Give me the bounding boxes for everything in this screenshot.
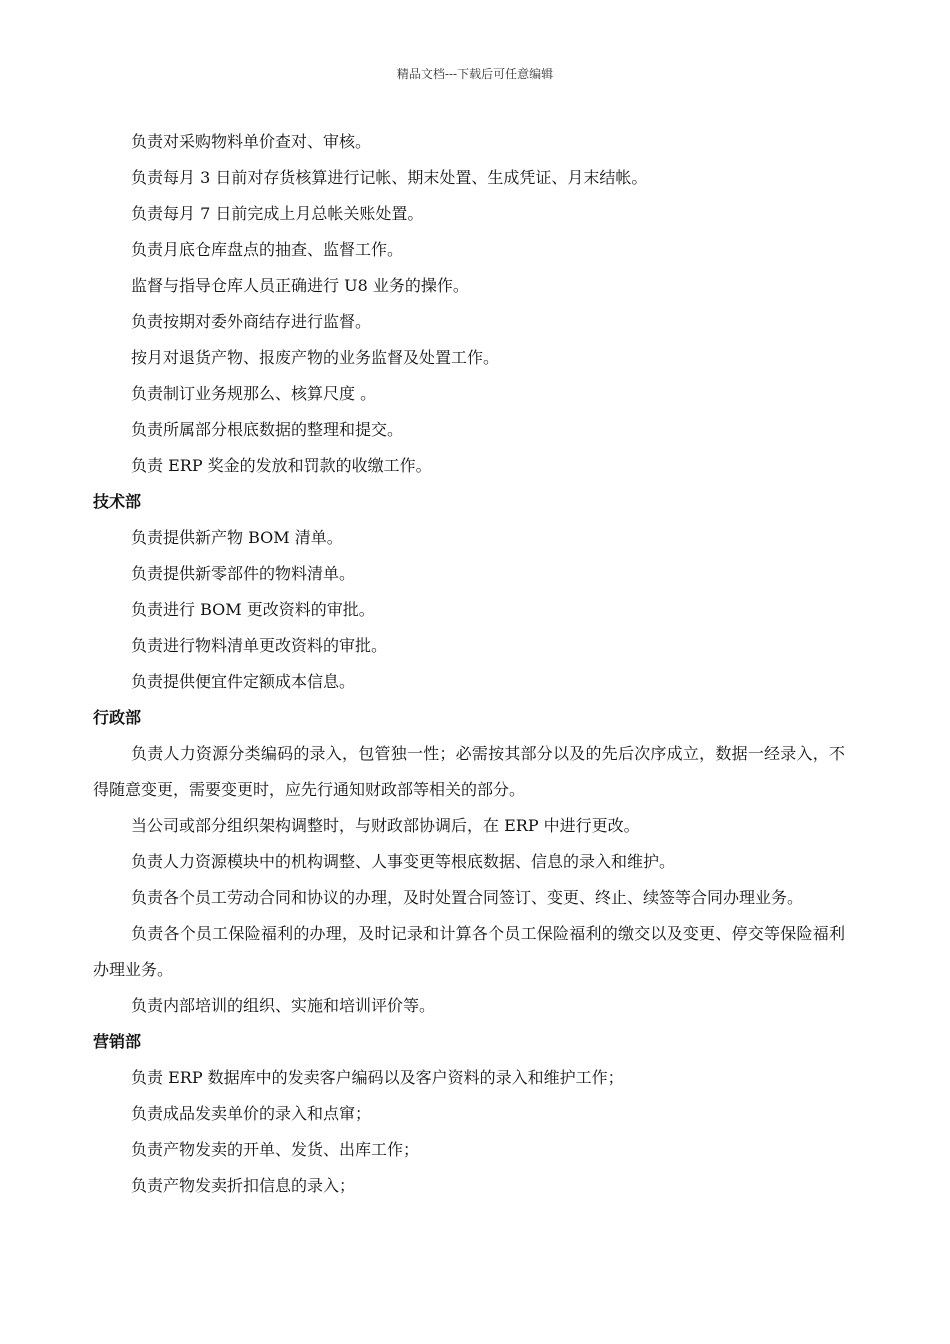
list-item: 负责产物发卖的开单、发货、出库工作；	[131, 1140, 420, 1159]
list-item: 按月对退货产物、报废产物的业务监督及处置工作。	[131, 348, 500, 367]
section-heading-admin-dept: 行政部	[93, 708, 142, 727]
list-item: 负责进行物料清单更改资料的审批。	[131, 636, 388, 655]
list-item: 负责提供新产物 BOM 清单。	[131, 528, 343, 547]
list-item: 负责各个员工劳动合同和协议的办理，及时处置合同签订、变更、终止、续签等合同办理业务。	[131, 888, 804, 907]
list-item: 负责成品发卖单价的录入和点窜；	[131, 1104, 372, 1123]
page-header: 精品文档---下载后可任意编辑	[396, 67, 554, 81]
list-item: 负责按期对委外商结存进行监督。	[131, 312, 372, 331]
list-item: 负责人力资源模块中的机构调整、人事变更等根底数据、信息的录入和维护。	[131, 852, 676, 871]
list-item: 负责每月 7 日前完成上月总帐关账处置。	[131, 204, 424, 223]
section-admin-dept	[93, 700, 845, 1024]
document-body	[93, 124, 845, 1204]
section-tech-dept	[93, 484, 845, 700]
section-heading-sales-dept: 营销部	[93, 1032, 142, 1051]
section-heading-tech-dept: 技术部	[93, 492, 142, 511]
list-item: 负责对采购物料单价查对、审核。	[131, 132, 372, 151]
list-item: 负责提供新零部件的物料清单。	[131, 564, 356, 583]
list-item: 当公司或部分组织架构调整时，与财政部协调后，在 ERP 中进行更改。	[131, 816, 640, 835]
list-item: 负责 ERP 奖金的发放和罚款的收缴工作。	[131, 456, 432, 475]
list-item: 负责制订业务规那么、核算尺度 。	[131, 384, 377, 403]
list-item: 负责产物发卖折扣信息的录入；	[131, 1176, 356, 1195]
section-sales-dept	[93, 1024, 845, 1204]
list-item: 负责每月 3 日前对存货核算进行记帐、期末处置、生成凭证、月末结帐。	[131, 168, 648, 187]
list-item: 负责人力资源分类编码的录入，包管独一性；必需按其部分以及的先后次序成立，数据一经录入，不得随意变更，需要变更时，应先行通知财政部等相关的部分。	[93, 744, 845, 799]
list-item: 负责各个员工保险福利的办理，及时记录和计算各个员工保险福利的缴交以及变更、停交等保险福利办理业务。	[93, 924, 845, 979]
list-item: 负责提供便宜件定额成本信息。	[131, 672, 356, 691]
list-item: 监督与指导仓库人员正确进行 U8 业务的操作。	[131, 276, 469, 295]
list-item: 负责 ERP 数据库中的发卖客户编码以及客户资料的录入和维护工作；	[131, 1068, 624, 1087]
list-item: 负责内部培训的组织、实施和培训评价等。	[131, 996, 436, 1015]
list-item: 负责进行 BOM 更改资料的审批。	[131, 600, 375, 619]
list-item: 负责所属部分根底数据的整理和提交。	[131, 420, 404, 439]
list-item: 负责月底仓库盘点的抽查、监督工作。	[131, 240, 404, 259]
section-finance-tasks	[93, 124, 845, 484]
